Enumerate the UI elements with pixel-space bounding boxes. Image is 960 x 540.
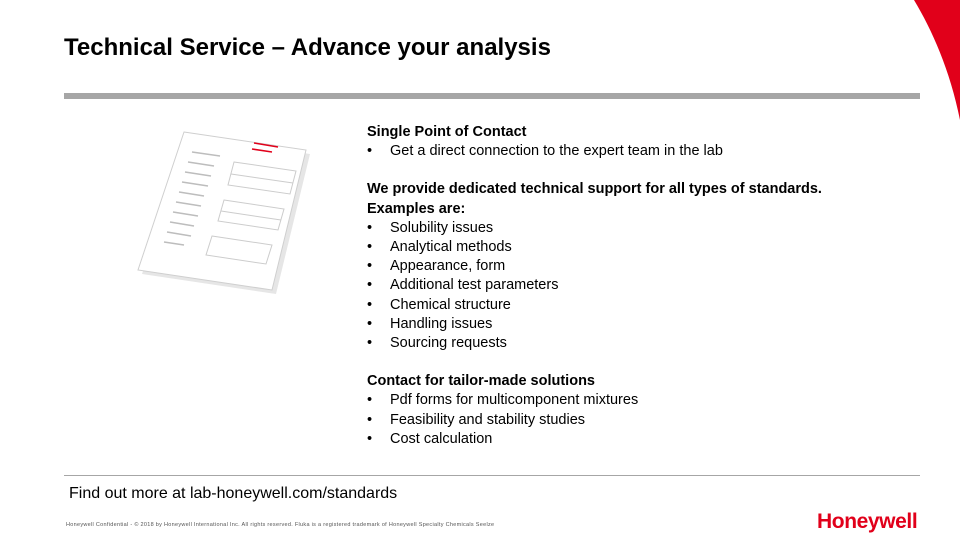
bullet-glyph: • xyxy=(367,411,373,428)
list-item xyxy=(367,315,927,334)
list-item xyxy=(367,391,927,410)
bullet-glyph: • xyxy=(367,315,373,332)
list-item xyxy=(367,142,927,161)
contact-heading: Single Point of Contact xyxy=(367,124,527,140)
list-item xyxy=(367,257,927,276)
bullet-glyph: • xyxy=(367,335,373,352)
document-form-illustration xyxy=(100,128,320,298)
content-block xyxy=(367,123,927,449)
list-item-text: Sourcing requests xyxy=(390,335,507,352)
list-item-text: Appearance, form xyxy=(390,258,506,275)
tailor-heading: Contact for tailor-made solutions xyxy=(367,373,595,390)
bullet-glyph: • xyxy=(367,296,373,313)
bullet-glyph: • xyxy=(367,143,373,160)
bullet-glyph: • xyxy=(367,430,373,447)
list-item xyxy=(367,219,927,238)
list-item-text: Pdf forms for multicomponent mixtures xyxy=(390,392,639,409)
find-more-link-text: Find out more at lab-honeywell.com/standards xyxy=(69,485,398,502)
honeywell-logo: Honeywell xyxy=(817,510,918,533)
red-corner-swoosh xyxy=(900,0,960,130)
bullet-glyph: • xyxy=(367,392,373,409)
list-item-text: Feasibility and stability studies xyxy=(390,411,586,428)
list-item xyxy=(367,296,927,315)
list-item-text: Additional test parameters xyxy=(390,277,559,294)
list-item-text: Cost calculation xyxy=(390,430,493,447)
footer-divider xyxy=(64,475,920,476)
list-item xyxy=(367,411,927,430)
bullet-glyph: • xyxy=(367,219,373,236)
bullet-glyph: • xyxy=(367,277,373,294)
tailor-list xyxy=(367,391,927,449)
title-divider xyxy=(64,93,920,99)
page-title: Technical Service – Advance your analysis xyxy=(64,34,551,61)
footer-confidential-text: Honeywell Confidential - © 2018 by Honeywell International Inc. All rights reserved. Fluka is a registered trademark of Honeywell Specialty Chemicals Seelze xyxy=(66,522,495,528)
list-item-text: Get a direct connection to the expert team in the lab xyxy=(390,143,723,160)
support-heading-line2: Examples are: xyxy=(367,200,466,217)
list-item xyxy=(367,334,927,353)
list-item-text: Solubility issues xyxy=(390,219,494,236)
list-item-text: Chemical structure xyxy=(390,296,511,313)
list-item xyxy=(367,238,927,257)
list-item xyxy=(367,276,927,295)
list-item-text: Analytical methods xyxy=(390,239,512,256)
support-heading-line1: We provide dedicated technical support for all types of standards. xyxy=(367,181,822,198)
contact-list xyxy=(367,142,927,161)
support-list xyxy=(367,219,927,353)
bullet-glyph: • xyxy=(367,258,373,275)
list-item xyxy=(367,430,927,449)
list-item-text: Handling issues xyxy=(390,315,493,332)
bullet-glyph: • xyxy=(367,239,373,256)
